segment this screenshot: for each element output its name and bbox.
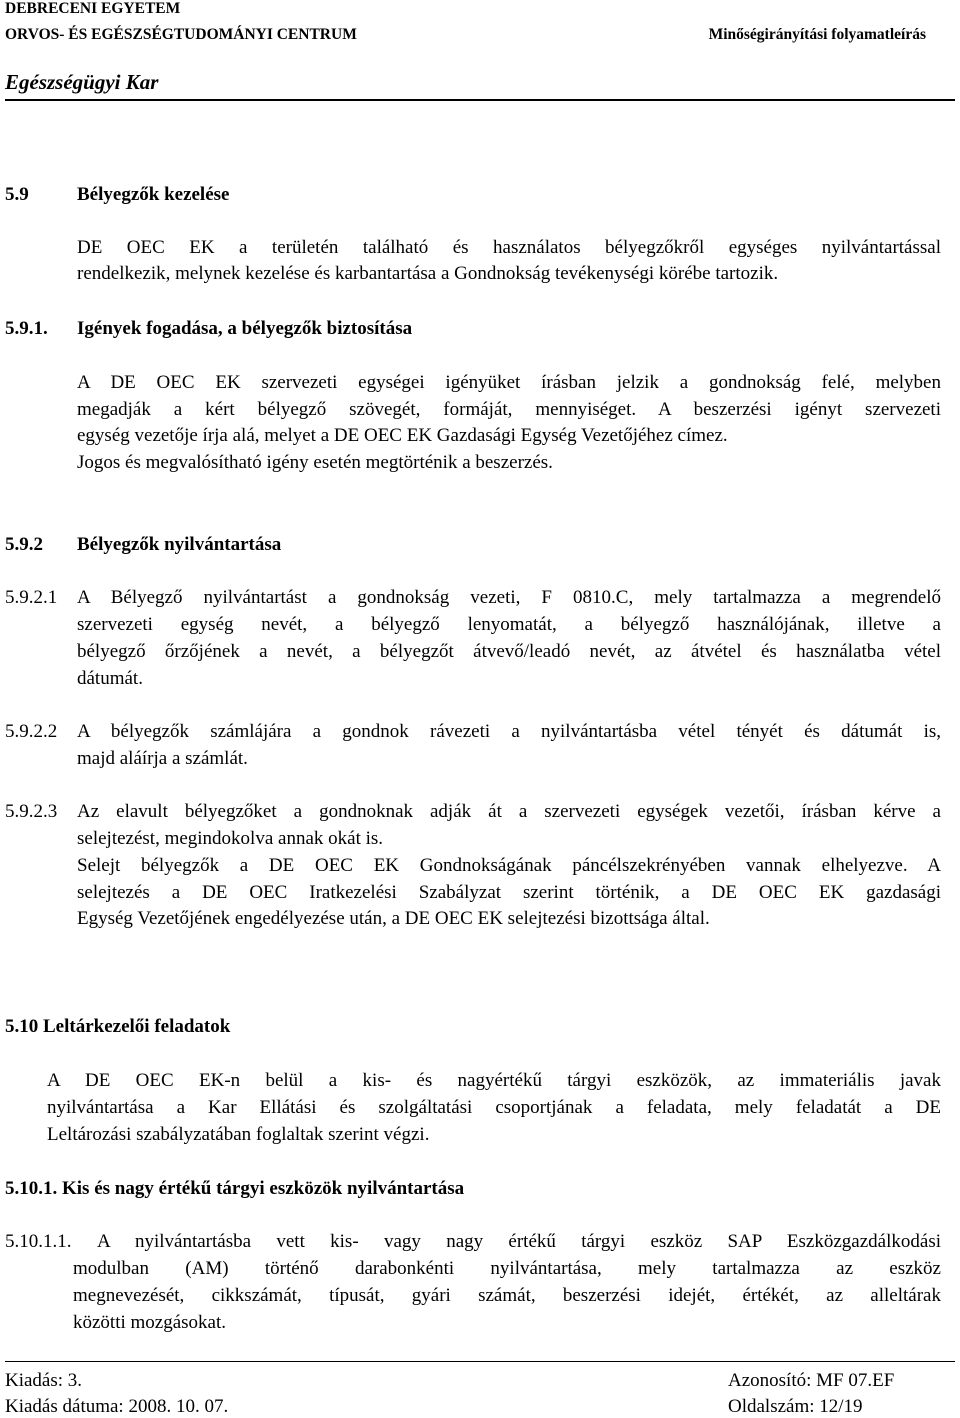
paragraph-line: rendelkezik, melynek kezelése és karbantartása a Gondnokság tevékenységi körébe tartozik. [77,263,779,284]
paragraph-line: Jogos és megvalósítható igény esetén megtörténik a beszerzés. [77,452,553,473]
item-5-9-2-2-number: 5.9.2.2 [5,721,58,742]
paragraph-line: megnevezését, cikkszámát, típusát, gyári számát, beszerzési idejét, értékét, az alleltárak [73,1285,941,1306]
paragraph-line: közötti mozgásokat. [73,1312,227,1333]
footer-issue-date: Kiadás dátuma: 2008. 10. 07. [5,1396,229,1417]
section-5-9-2-title: Bélyegzők nyilvántartása [77,534,282,555]
paragraph-line: Az elavult bélyegzőket a gondnoknak adják át a szervezeti egységek vezetői, írásban kérve a [77,801,941,822]
item-5-9-2-1-number: 5.9.2.1 [5,587,58,608]
header-university: DEBRECENI EGYETEM [5,0,181,17]
footer-page-number: Oldalszám: 12/19 [728,1396,863,1417]
paragraph-line: Egység Vezetőjének engedélyezése után, a DE OEC EK selejtezési bizottsága által. [77,908,710,929]
paragraph-line: bélyegző őrzőjének a nevét, a bélyegzőt átvevő/leadó nevét, az átvétel és használatba vétel [77,641,941,662]
paragraph-line: A bélyegzők számlájára a gondnok rávezeti a nyilvántartásba vétel tényét és dátumát is, [77,721,941,742]
footer-rule [5,1361,955,1362]
paragraph-line: Leltározási szabályzatában foglaltak szerint végzi. [47,1124,430,1145]
paragraph-line: modulban (AM) történő darabonkénti nyilvántartása, mely tartalmazza az eszköz [73,1258,941,1279]
section-5-9-1-title: Igények fogadása, a bélyegzők biztosítása [77,318,413,339]
paragraph-line: szervezeti egység nevét, a bélyegző lenyomatát, a bélyegző használójának, illetve a [77,614,941,635]
section-5-9-number: 5.9 [5,184,29,205]
paragraph-line: egység vezetője írja alá, melyet a DE OEC EK Gazdasági Egység Vezetőjéhez címez. [77,425,728,446]
header-faculty: Egészségügyi Kar [5,70,159,94]
footer-identifier: Azonosító: MF 07.EF [728,1370,895,1391]
item-5-9-2-3-number: 5.9.2.3 [5,801,58,822]
header-doc-type: Minőségirányítási folyamatleírás [708,26,926,43]
paragraph-line: nyilvántartása a Kar Ellátási és szolgáltatási csoportjának a feladata, mely feladatát a DE [47,1097,941,1118]
paragraph-line: selejtezést, megindokolva annak okát is. [77,828,384,849]
item-5-10-1-1-number: 5.10.1.1. [5,1231,72,1252]
paragraph-line: A DE OEC EK szervezeti egységei igényüket írásban jelzik a gondnokság felé, melyben [77,372,941,393]
header-center: ORVOS- ÉS EGÉSZSÉGTUDOMÁNYI CENTRUM [5,26,357,43]
paragraph-line: DE OEC EK a területén található és használatos bélyegzőkről egységes nyilvántartással [77,237,941,258]
paragraph-line: A nyilvántartásba vett kis- vagy nagy értékű tárgyi eszköz SAP Eszközgazdálkodási [97,1231,941,1252]
section-5-10-title: 5.10 Leltárkezelői feladatok [5,1016,231,1037]
paragraph-line: A DE OEC EK-n belül a kis- és nagyértékű tárgyi eszközök, az immateriális javak [47,1070,941,1091]
section-5-9-title: Bélyegzők kezelése [77,184,230,205]
footer-issue: Kiadás: 3. [5,1370,83,1391]
paragraph-line: Selejt bélyegzők a DE OEC EK Gondnokságának páncélszekrényében vannak elhelyezve. A [77,855,941,876]
section-5-10-1-title: 5.10.1. Kis és nagy értékű tárgyi eszközök nyilvántartása [5,1178,465,1199]
paragraph-line: megadják a kért bélyegző szövegét, formáját, mennyiséget. A beszerzési igényt szervezeti [77,399,941,420]
paragraph-line: A Bélyegző nyilvántartást a gondnokság vezeti, F 0810.C, mely tartalmazza a megrendelő [77,587,941,608]
header-rule [5,99,955,101]
paragraph-line: selejtezés a DE OEC Iratkezelési Szabályzat szerint történik, a DE OEC EK gazdasági [77,882,941,903]
paragraph-line: dátumát. [77,668,143,689]
section-5-9-1-number: 5.9.1. [5,318,48,339]
paragraph-line: majd aláírja a számlát. [77,748,248,769]
section-5-9-2-number: 5.9.2 [5,534,43,555]
